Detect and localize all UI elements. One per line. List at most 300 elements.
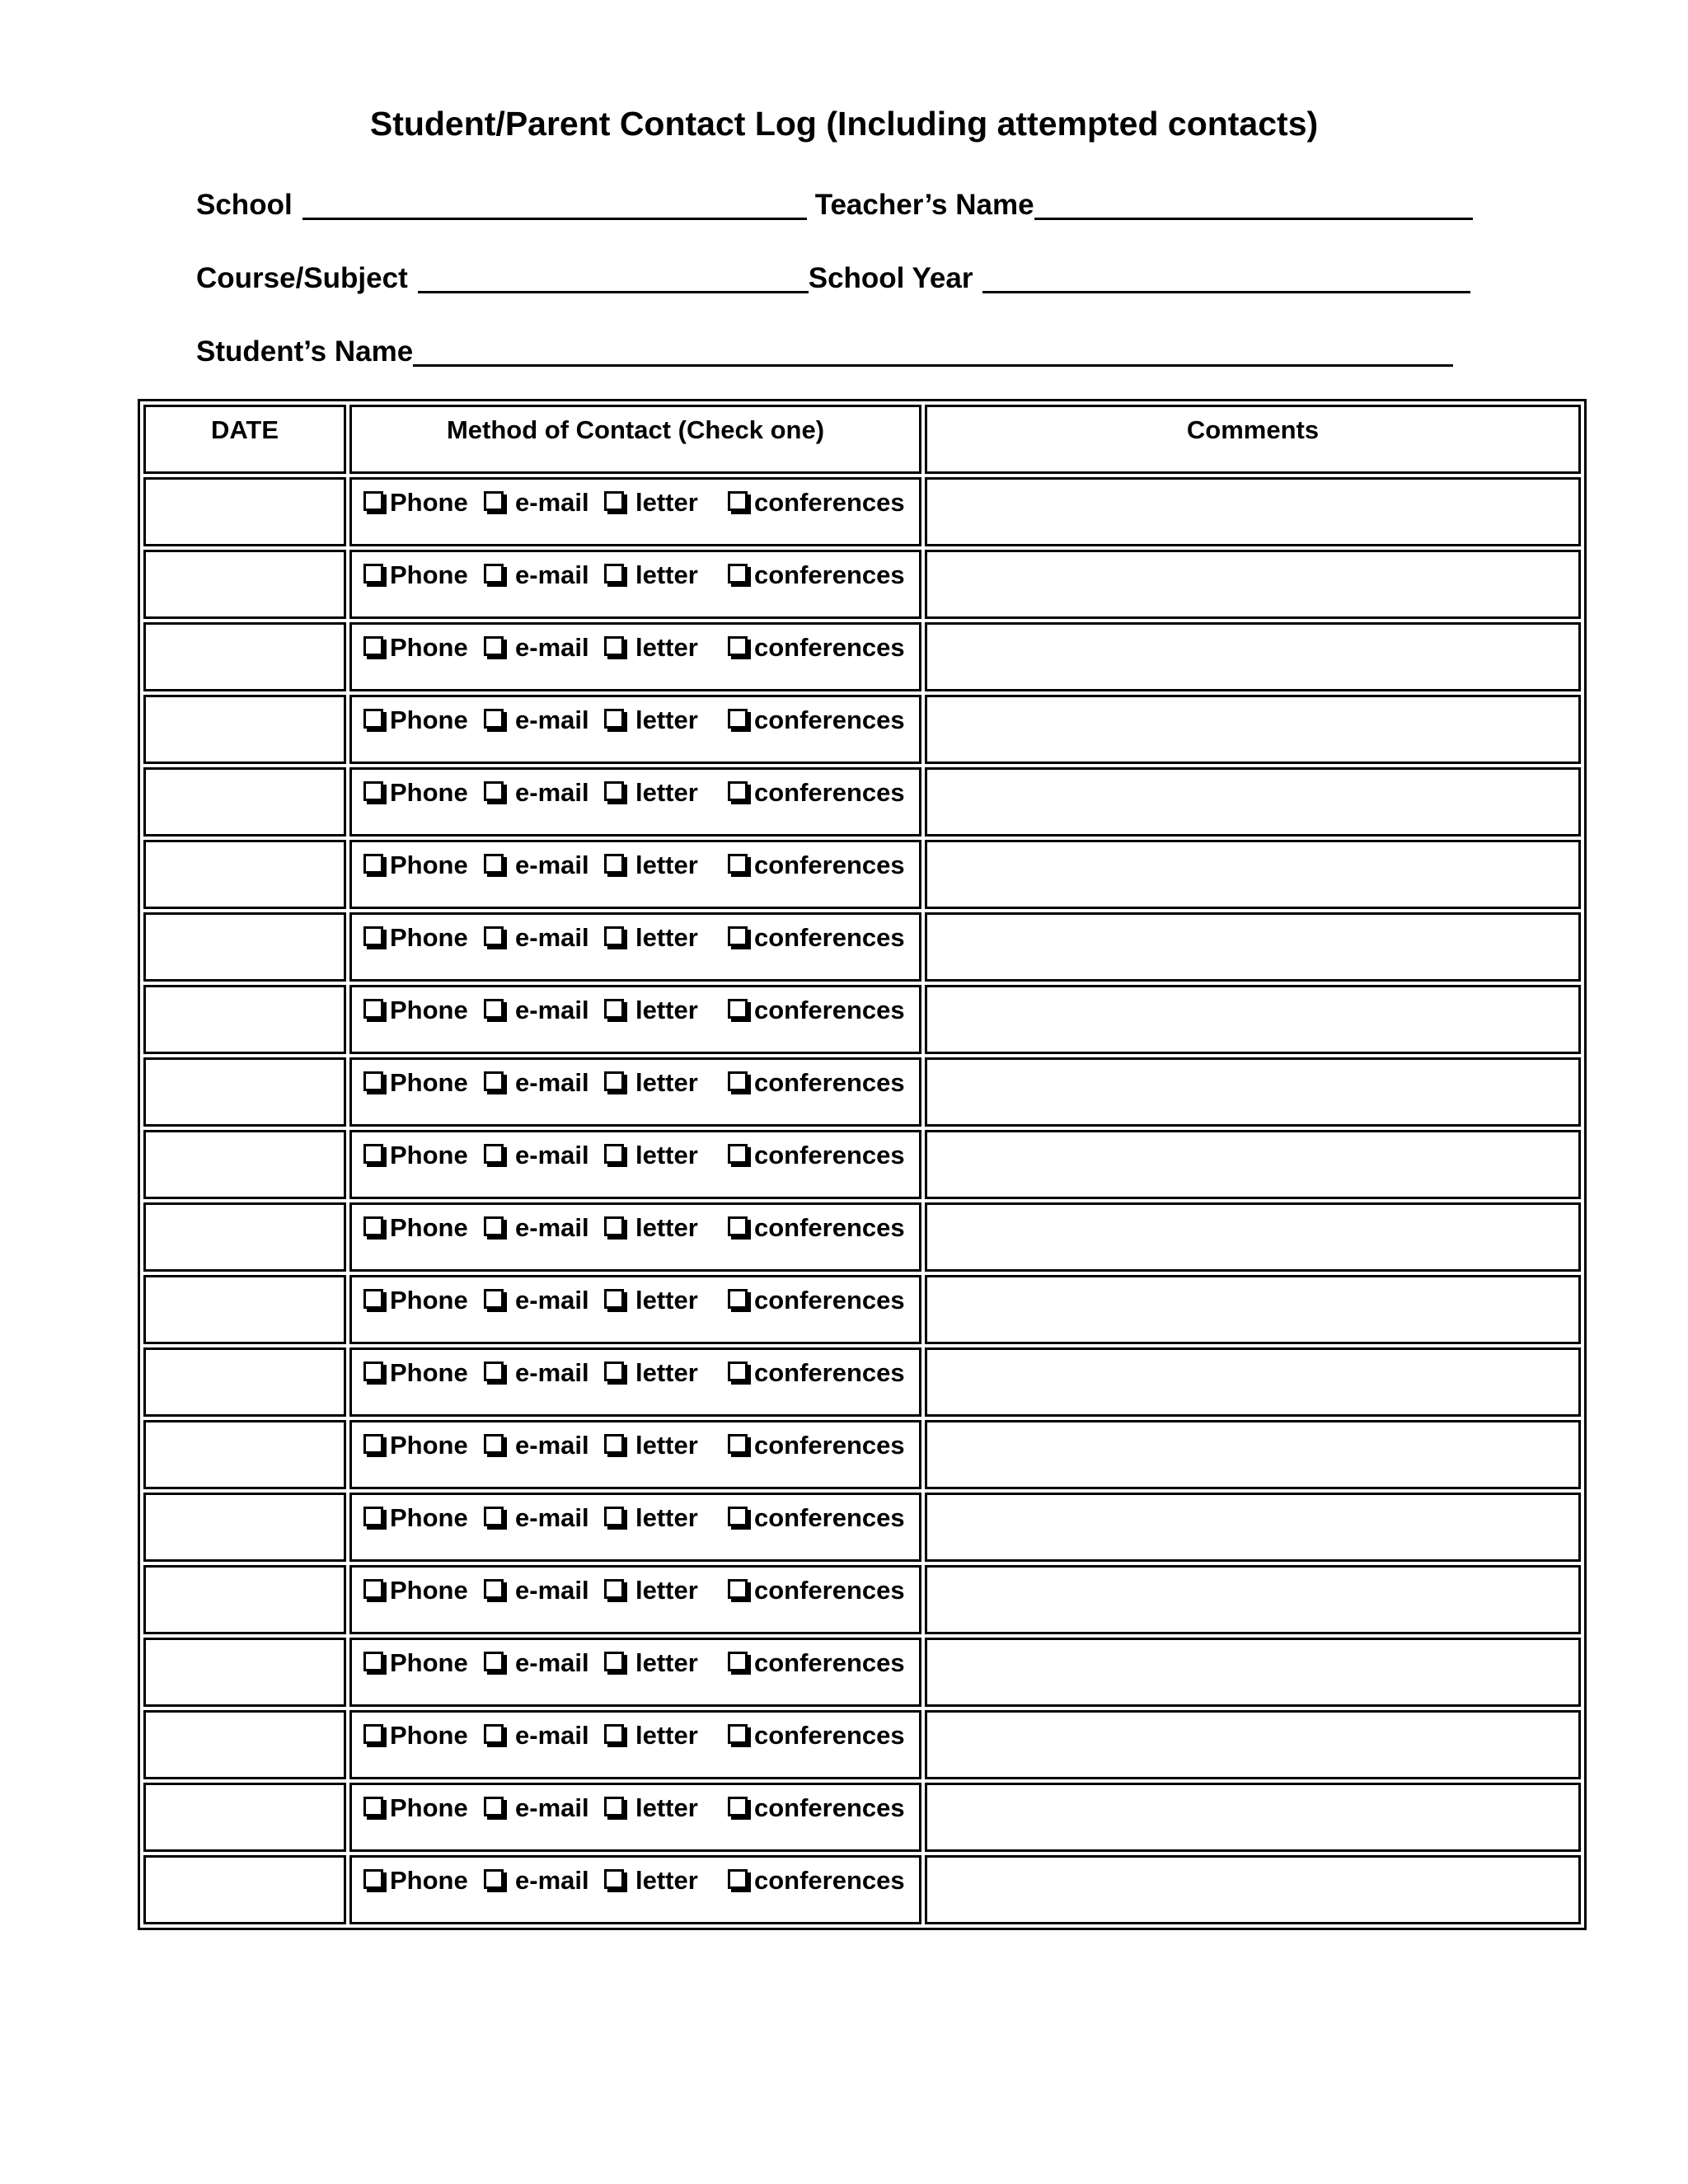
phone-label: Phone bbox=[390, 1286, 468, 1315]
school-year-label: School Year bbox=[808, 262, 973, 294]
conferences-label: conferences bbox=[754, 1358, 905, 1387]
phone-checkbox[interactable] bbox=[363, 781, 383, 801]
phone-label: Phone bbox=[390, 1793, 468, 1822]
option-conferences bbox=[728, 1793, 905, 1823]
date-cell[interactable] bbox=[143, 1347, 346, 1417]
option-conferences bbox=[728, 633, 905, 663]
method-cell bbox=[349, 622, 921, 691]
method-cell bbox=[349, 1783, 921, 1852]
option-letter bbox=[604, 1358, 728, 1388]
phone-checkbox[interactable] bbox=[363, 926, 383, 946]
phone-label: Phone bbox=[390, 1648, 468, 1677]
course-subject-label: Course/Subject bbox=[196, 262, 408, 294]
table-row bbox=[143, 912, 1581, 982]
option-email bbox=[484, 923, 604, 953]
phone-label: Phone bbox=[390, 633, 468, 662]
comments-cell[interactable] bbox=[925, 550, 1581, 619]
email-checkbox[interactable] bbox=[484, 636, 504, 656]
conferences-checkbox[interactable] bbox=[728, 854, 748, 874]
comments-cell[interactable] bbox=[925, 1057, 1581, 1127]
option-conferences bbox=[728, 1576, 905, 1605]
header-line-student bbox=[196, 324, 1453, 370]
letter-label: letter bbox=[635, 1068, 698, 1097]
email-label: e-mail bbox=[515, 1068, 589, 1097]
date-cell[interactable] bbox=[143, 1130, 346, 1199]
date-cell[interactable] bbox=[143, 477, 346, 546]
table-row bbox=[143, 1783, 1581, 1852]
phone-checkbox[interactable] bbox=[363, 709, 383, 729]
date-cell[interactable] bbox=[143, 1783, 346, 1852]
method-cell bbox=[349, 1130, 921, 1199]
option-conferences bbox=[728, 778, 905, 808]
method-options bbox=[352, 770, 919, 808]
option-conferences bbox=[728, 1648, 905, 1678]
phone-checkbox[interactable] bbox=[363, 854, 383, 874]
letter-checkbox[interactable] bbox=[604, 1869, 624, 1889]
date-cell[interactable] bbox=[143, 695, 346, 764]
comments-cell[interactable] bbox=[925, 1130, 1581, 1199]
letter-checkbox[interactable] bbox=[604, 926, 624, 946]
course-subject-field[interactable] bbox=[418, 261, 809, 293]
letter-label: letter bbox=[635, 1793, 698, 1822]
comments-cell[interactable] bbox=[925, 1783, 1581, 1852]
email-checkbox[interactable] bbox=[484, 1216, 504, 1236]
date-cell[interactable] bbox=[143, 985, 346, 1054]
option-phone bbox=[363, 705, 484, 735]
email-checkbox[interactable] bbox=[484, 1361, 504, 1381]
phone-label: Phone bbox=[390, 1141, 468, 1169]
phone-checkbox[interactable] bbox=[363, 564, 383, 583]
option-letter bbox=[604, 851, 728, 880]
email-checkbox[interactable] bbox=[484, 1797, 504, 1816]
letter-checkbox[interactable] bbox=[604, 491, 624, 511]
email-label: e-mail bbox=[515, 996, 589, 1024]
option-email bbox=[484, 1358, 604, 1388]
option-letter bbox=[604, 996, 728, 1025]
option-letter bbox=[604, 488, 728, 518]
method-options bbox=[352, 1858, 919, 1896]
table-row bbox=[143, 1347, 1581, 1417]
table-row bbox=[143, 695, 1581, 764]
method-cell bbox=[349, 550, 921, 619]
table-row bbox=[143, 1565, 1581, 1634]
phone-checkbox[interactable] bbox=[363, 1797, 383, 1816]
letter-checkbox[interactable] bbox=[604, 999, 624, 1019]
email-checkbox[interactable] bbox=[484, 999, 504, 1019]
option-letter bbox=[604, 1721, 728, 1750]
teacher-name-label: Teacher’s Name bbox=[814, 189, 1034, 221]
conferences-label: conferences bbox=[754, 1286, 905, 1315]
letter-label: letter bbox=[635, 1141, 698, 1169]
option-email bbox=[484, 1068, 604, 1098]
date-cell[interactable] bbox=[143, 840, 346, 909]
conferences-label: conferences bbox=[754, 996, 905, 1024]
letter-label: letter bbox=[635, 1721, 698, 1750]
letter-label: letter bbox=[635, 923, 698, 952]
option-email bbox=[484, 488, 604, 518]
table-row bbox=[143, 1202, 1581, 1272]
comments-cell[interactable] bbox=[925, 477, 1581, 546]
school-field[interactable] bbox=[302, 188, 807, 220]
conferences-checkbox[interactable] bbox=[728, 1289, 748, 1309]
conferences-label: conferences bbox=[754, 1213, 905, 1242]
option-email bbox=[484, 1141, 604, 1170]
option-phone bbox=[363, 1576, 484, 1605]
comments-cell[interactable] bbox=[925, 622, 1581, 691]
conferences-label: conferences bbox=[754, 705, 905, 734]
option-letter bbox=[604, 1576, 728, 1605]
option-phone bbox=[363, 923, 484, 953]
letter-checkbox[interactable] bbox=[604, 636, 624, 656]
option-letter bbox=[604, 1866, 728, 1896]
method-cell bbox=[349, 1420, 921, 1489]
option-phone bbox=[363, 1721, 484, 1750]
option-letter bbox=[604, 1286, 728, 1315]
conferences-checkbox[interactable] bbox=[728, 709, 748, 729]
teacher-name-field[interactable] bbox=[1034, 188, 1473, 220]
contact-log-table bbox=[138, 399, 1587, 1930]
letter-checkbox[interactable] bbox=[604, 1797, 624, 1816]
email-checkbox[interactable] bbox=[484, 1579, 504, 1599]
conferences-checkbox[interactable] bbox=[728, 781, 748, 801]
letter-label: letter bbox=[635, 633, 698, 662]
comments-cell[interactable] bbox=[925, 985, 1581, 1054]
method-options bbox=[352, 915, 919, 953]
phone-label: Phone bbox=[390, 705, 468, 734]
email-label: e-mail bbox=[515, 1431, 589, 1460]
phone-checkbox[interactable] bbox=[363, 1869, 383, 1889]
conferences-checkbox[interactable] bbox=[728, 1216, 748, 1236]
table-row bbox=[143, 1855, 1581, 1924]
table-header-row bbox=[143, 405, 1581, 474]
option-email bbox=[484, 1213, 604, 1243]
comments-cell[interactable] bbox=[925, 1638, 1581, 1707]
conferences-label: conferences bbox=[754, 633, 905, 662]
conferences-label: conferences bbox=[754, 1648, 905, 1677]
method-options bbox=[352, 1640, 919, 1678]
phone-checkbox[interactable] bbox=[363, 1289, 383, 1309]
phone-label: Phone bbox=[390, 1358, 468, 1387]
comments-cell[interactable] bbox=[925, 1275, 1581, 1344]
email-checkbox[interactable] bbox=[484, 1724, 504, 1744]
letter-label: letter bbox=[635, 1286, 698, 1315]
conferences-label: conferences bbox=[754, 1721, 905, 1750]
date-cell[interactable] bbox=[143, 1855, 346, 1924]
method-cell bbox=[349, 1202, 921, 1272]
option-conferences bbox=[728, 1286, 905, 1315]
date-cell[interactable] bbox=[143, 1420, 346, 1489]
contact-log-body bbox=[143, 477, 1581, 1924]
table-row bbox=[143, 985, 1581, 1054]
email-label: e-mail bbox=[515, 851, 589, 879]
conferences-checkbox[interactable] bbox=[728, 1434, 748, 1454]
conferences-checkbox[interactable] bbox=[728, 636, 748, 656]
option-email bbox=[484, 1286, 604, 1315]
option-letter bbox=[604, 705, 728, 735]
method-options bbox=[352, 1568, 919, 1605]
method-cell bbox=[349, 1347, 921, 1417]
option-phone bbox=[363, 633, 484, 663]
letter-checkbox[interactable] bbox=[604, 1289, 624, 1309]
page-title: Student/Parent Contact Log (Including attempted contacts) bbox=[369, 105, 1319, 143]
phone-checkbox[interactable] bbox=[363, 1507, 383, 1526]
date-cell[interactable] bbox=[143, 1275, 346, 1344]
option-email bbox=[484, 1431, 604, 1460]
email-label: e-mail bbox=[515, 488, 589, 517]
conferences-checkbox[interactable] bbox=[728, 1869, 748, 1889]
method-cell bbox=[349, 912, 921, 982]
option-letter bbox=[604, 1141, 728, 1170]
comments-cell[interactable] bbox=[925, 767, 1581, 837]
comments-cell[interactable] bbox=[925, 1565, 1581, 1634]
letter-checkbox[interactable] bbox=[604, 564, 624, 583]
date-cell[interactable] bbox=[143, 912, 346, 982]
letter-checkbox[interactable] bbox=[604, 781, 624, 801]
phone-checkbox[interactable] bbox=[363, 999, 383, 1019]
table-row bbox=[143, 767, 1581, 837]
student-name-label: Student’s Name bbox=[196, 335, 414, 368]
email-checkbox[interactable] bbox=[484, 781, 504, 801]
option-letter bbox=[604, 1503, 728, 1533]
phone-label: Phone bbox=[390, 1576, 468, 1605]
letter-checkbox[interactable] bbox=[604, 1724, 624, 1744]
option-email bbox=[484, 996, 604, 1025]
method-options bbox=[352, 1785, 919, 1823]
comments-cell[interactable] bbox=[925, 1202, 1581, 1272]
letter-checkbox[interactable] bbox=[604, 709, 624, 729]
date-cell[interactable] bbox=[143, 550, 346, 619]
phone-checkbox[interactable] bbox=[363, 1361, 383, 1381]
email-checkbox[interactable] bbox=[484, 1071, 504, 1091]
email-checkbox[interactable] bbox=[484, 1144, 504, 1164]
method-options bbox=[352, 1422, 919, 1460]
email-checkbox[interactable] bbox=[484, 564, 504, 583]
conferences-checkbox[interactable] bbox=[728, 926, 748, 946]
method-cell bbox=[349, 840, 921, 909]
date-cell[interactable] bbox=[143, 1710, 346, 1779]
date-cell[interactable] bbox=[143, 622, 346, 691]
phone-label: Phone bbox=[390, 1721, 468, 1750]
table-row bbox=[143, 1130, 1581, 1199]
letter-label: letter bbox=[635, 1358, 698, 1387]
table-row bbox=[143, 1420, 1581, 1489]
letter-label: letter bbox=[635, 705, 698, 734]
table-row bbox=[143, 477, 1581, 546]
conferences-checkbox[interactable] bbox=[728, 1144, 748, 1164]
letter-checkbox[interactable] bbox=[604, 854, 624, 874]
option-conferences bbox=[728, 851, 905, 880]
option-email bbox=[484, 778, 604, 808]
table-row bbox=[143, 840, 1581, 909]
email-checkbox[interactable] bbox=[484, 1869, 504, 1889]
email-label: e-mail bbox=[515, 1503, 589, 1532]
phone-label: Phone bbox=[390, 560, 468, 589]
option-conferences bbox=[728, 560, 905, 590]
date-cell[interactable] bbox=[143, 767, 346, 837]
option-email bbox=[484, 1648, 604, 1678]
method-cell bbox=[349, 1638, 921, 1707]
conferences-label: conferences bbox=[754, 1576, 905, 1605]
school-year-field[interactable] bbox=[982, 261, 1470, 293]
email-label: e-mail bbox=[515, 1793, 589, 1822]
table-row bbox=[143, 1057, 1581, 1127]
phone-label: Phone bbox=[390, 1068, 468, 1097]
comments-cell[interactable] bbox=[925, 1420, 1581, 1489]
conferences-checkbox[interactable] bbox=[728, 564, 748, 583]
comments-cell[interactable] bbox=[925, 912, 1581, 982]
phone-checkbox[interactable] bbox=[363, 1144, 383, 1164]
table-row bbox=[143, 550, 1581, 619]
option-phone bbox=[363, 1213, 484, 1243]
comments-cell[interactable] bbox=[925, 1710, 1581, 1779]
option-phone bbox=[363, 851, 484, 880]
comments-cell[interactable] bbox=[925, 1493, 1581, 1562]
letter-label: letter bbox=[635, 1866, 698, 1895]
letter-checkbox[interactable] bbox=[604, 1216, 624, 1236]
method-cell bbox=[349, 477, 921, 546]
option-letter bbox=[604, 1213, 728, 1243]
phone-label: Phone bbox=[390, 778, 468, 807]
option-letter bbox=[604, 923, 728, 953]
method-options bbox=[352, 1205, 919, 1243]
email-checkbox[interactable] bbox=[484, 491, 504, 511]
email-checkbox[interactable] bbox=[484, 926, 504, 946]
email-label: e-mail bbox=[515, 1576, 589, 1605]
option-phone bbox=[363, 1503, 484, 1533]
comments-column-header: Comments bbox=[925, 405, 1581, 474]
conferences-checkbox[interactable] bbox=[728, 1361, 748, 1381]
option-letter bbox=[604, 560, 728, 590]
conferences-label: conferences bbox=[754, 1793, 905, 1822]
conferences-checkbox[interactable] bbox=[728, 1797, 748, 1816]
method-options bbox=[352, 1713, 919, 1750]
method-options bbox=[352, 987, 919, 1025]
option-phone bbox=[363, 488, 484, 518]
phone-checkbox[interactable] bbox=[363, 1216, 383, 1236]
email-label: e-mail bbox=[515, 560, 589, 589]
option-phone bbox=[363, 1358, 484, 1388]
option-phone bbox=[363, 1286, 484, 1315]
conferences-checkbox[interactable] bbox=[728, 999, 748, 1019]
option-conferences bbox=[728, 923, 905, 953]
option-conferences bbox=[728, 1431, 905, 1460]
conferences-label: conferences bbox=[754, 1141, 905, 1169]
method-options bbox=[352, 1350, 919, 1388]
phone-checkbox[interactable] bbox=[363, 636, 383, 656]
method-cell bbox=[349, 695, 921, 764]
letter-checkbox[interactable] bbox=[604, 1071, 624, 1091]
option-phone bbox=[363, 1793, 484, 1823]
method-options bbox=[352, 697, 919, 735]
phone-label: Phone bbox=[390, 996, 468, 1024]
student-name-field[interactable] bbox=[413, 335, 1453, 367]
date-cell[interactable] bbox=[143, 1057, 346, 1127]
conferences-checkbox[interactable] bbox=[728, 1507, 748, 1526]
method-cell bbox=[349, 1057, 921, 1127]
email-checkbox[interactable] bbox=[484, 854, 504, 874]
option-conferences bbox=[728, 705, 905, 735]
conferences-checkbox[interactable] bbox=[728, 1071, 748, 1091]
comments-cell[interactable] bbox=[925, 1855, 1581, 1924]
option-conferences bbox=[728, 996, 905, 1025]
letter-label: letter bbox=[635, 1648, 698, 1677]
conferences-label: conferences bbox=[754, 778, 905, 807]
conferences-checkbox[interactable] bbox=[728, 1579, 748, 1599]
date-cell[interactable] bbox=[143, 1638, 346, 1707]
phone-checkbox[interactable] bbox=[363, 1434, 383, 1454]
letter-checkbox[interactable] bbox=[604, 1361, 624, 1381]
conferences-label: conferences bbox=[754, 1503, 905, 1532]
letter-label: letter bbox=[635, 1503, 698, 1532]
email-checkbox[interactable] bbox=[484, 1289, 504, 1309]
phone-label: Phone bbox=[390, 851, 468, 879]
table-row bbox=[143, 1493, 1581, 1562]
email-label: e-mail bbox=[515, 1358, 589, 1387]
phone-checkbox[interactable] bbox=[363, 1652, 383, 1671]
letter-checkbox[interactable] bbox=[604, 1652, 624, 1671]
phone-label: Phone bbox=[390, 488, 468, 517]
conferences-checkbox[interactable] bbox=[728, 491, 748, 511]
letter-checkbox[interactable] bbox=[604, 1507, 624, 1526]
table-row bbox=[143, 1710, 1581, 1779]
email-checkbox[interactable] bbox=[484, 709, 504, 729]
phone-checkbox[interactable] bbox=[363, 1579, 383, 1599]
comments-cell[interactable] bbox=[925, 1347, 1581, 1417]
letter-label: letter bbox=[635, 560, 698, 589]
conferences-checkbox[interactable] bbox=[728, 1652, 748, 1671]
method-options bbox=[352, 625, 919, 663]
letter-checkbox[interactable] bbox=[604, 1434, 624, 1454]
option-conferences bbox=[728, 1503, 905, 1533]
email-label: e-mail bbox=[515, 1648, 589, 1677]
phone-checkbox[interactable] bbox=[363, 491, 383, 511]
date-cell[interactable] bbox=[143, 1565, 346, 1634]
email-label: e-mail bbox=[515, 1286, 589, 1315]
method-options bbox=[352, 1132, 919, 1170]
option-conferences bbox=[728, 1141, 905, 1170]
phone-checkbox[interactable] bbox=[363, 1724, 383, 1744]
option-conferences bbox=[728, 1866, 905, 1896]
method-cell bbox=[349, 1855, 921, 1924]
option-email bbox=[484, 1866, 604, 1896]
option-conferences bbox=[728, 1068, 905, 1098]
letter-checkbox[interactable] bbox=[604, 1144, 624, 1164]
option-phone bbox=[363, 996, 484, 1025]
method-options bbox=[352, 552, 919, 590]
option-letter bbox=[604, 1648, 728, 1678]
email-checkbox[interactable] bbox=[484, 1434, 504, 1454]
table-row bbox=[143, 622, 1581, 691]
option-phone bbox=[363, 1431, 484, 1460]
conferences-checkbox[interactable] bbox=[728, 1724, 748, 1744]
option-conferences bbox=[728, 1721, 905, 1750]
option-phone bbox=[363, 778, 484, 808]
letter-checkbox[interactable] bbox=[604, 1579, 624, 1599]
email-label: e-mail bbox=[515, 1141, 589, 1169]
phone-checkbox[interactable] bbox=[363, 1071, 383, 1091]
method-options bbox=[352, 842, 919, 880]
date-cell[interactable] bbox=[143, 1493, 346, 1562]
email-checkbox[interactable] bbox=[484, 1652, 504, 1671]
email-label: e-mail bbox=[515, 633, 589, 662]
email-checkbox[interactable] bbox=[484, 1507, 504, 1526]
letter-label: letter bbox=[635, 488, 698, 517]
phone-label: Phone bbox=[390, 1866, 468, 1895]
comments-cell[interactable] bbox=[925, 840, 1581, 909]
comments-cell[interactable] bbox=[925, 695, 1581, 764]
date-cell[interactable] bbox=[143, 1202, 346, 1272]
option-email bbox=[484, 705, 604, 735]
